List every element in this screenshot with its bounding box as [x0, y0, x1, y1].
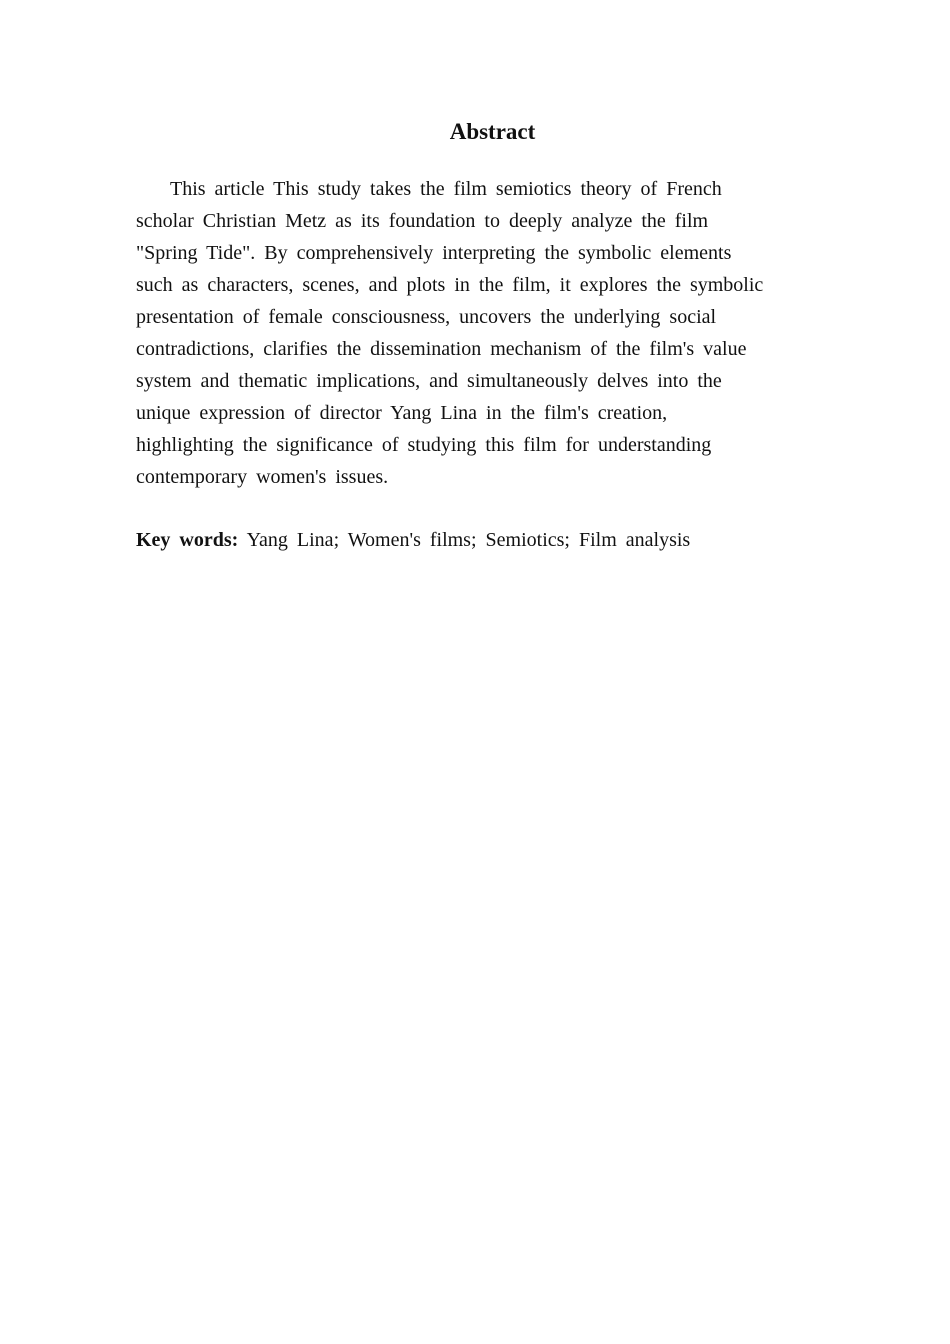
keywords-text: Yang Lina; Women's films; Semiotics; Film analysis: [246, 529, 691, 551]
abstract-line: contemporary women's issues.: [136, 466, 389, 488]
abstract-line: system and thematic implications, and simultaneously delves into the: [136, 370, 722, 392]
abstract-line: "Spring Tide". By comprehensively interpreting the symbolic elements: [136, 242, 732, 264]
abstract-line: contradictions, clarifies the dissemination mechanism of the film's value: [136, 338, 747, 360]
abstract-line: scholar Christian Metz as its foundation to deeply analyze the film: [136, 210, 709, 232]
abstract-line: presentation of female consciousness, uncovers the underlying social: [136, 306, 717, 328]
abstract-title: Abstract: [449, 119, 536, 144]
abstract-line: This article This study takes the film semiotics theory of French: [170, 178, 722, 200]
keywords-label: Key words:: [136, 529, 239, 551]
abstract-line: unique expression of director Yang Lina in the film's creation,: [136, 402, 668, 424]
abstract-line: such as characters, scenes, and plots in the film, it explores the symbolic: [136, 274, 764, 296]
keywords-paragraph: [136, 524, 690, 556]
abstract-body: [136, 173, 856, 493]
abstract-line: highlighting the significance of studying this film for understanding: [136, 434, 712, 456]
